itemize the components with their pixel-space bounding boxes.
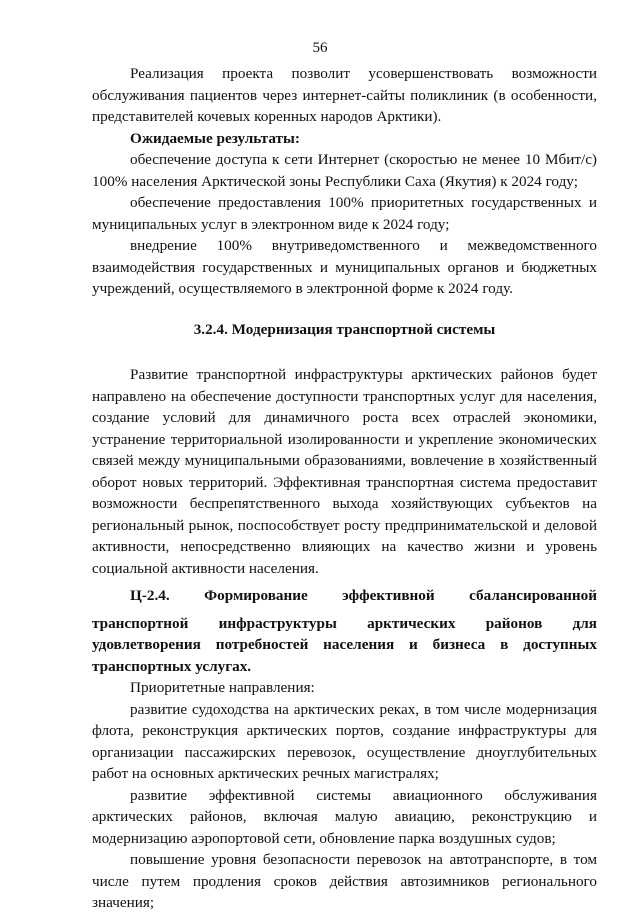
goal-line-3: удовлетворения потребностей населения и бизнеса в доступных	[92, 636, 597, 653]
goal-line-2: транспортной инфраструктуры арктических районов для	[92, 614, 597, 632]
section-heading: 3.2.4. Модернизация транспортной системы	[193, 320, 496, 338]
paragraph-project-impact: Реализация проекта позволит усовершенствовать возможности обслуживания пациентов через интернет-сайты поликлиник (в особенности, представителей кочевых коренных народов Арктики).	[92, 65, 597, 125]
goal-line-1: Ц-2.4. Формирование эффективной сбалансированной	[130, 587, 597, 604]
paragraph-transport-development: Развитие транспортной инфраструктуры арктических районов будет направлено на обеспечение доступности транспортных услуг для населения, создание условий для динамичного роста всех отраслей экономики, устранение территориальной изолированности и укрепление экономических связей между муниципальными образованиями, вовлечение в хозяйственный оборот новых территорий. Эффективная транспортная система предоставит возможности беспрепятственного выхода хозяйствующих субъектов на региональный рынок, поспособствует росту предпринимательской и деловой активности, непосредственно влияющих на качество жизни и уровень социальной активности населения.	[92, 366, 597, 577]
priorities-label: Приоритетные направления:	[130, 679, 315, 696]
direction-item-river: развитие судоходства на арктических реках, в том числе модернизация флота, реконструкция арктических портов, создание инфраструктуры для организации пассажирских перевозок, осуществление дноуглубительных работ на основных арктических речных магистралях;	[92, 700, 597, 782]
goal-line-4: транспортных услугах.	[92, 657, 252, 675]
direction-item-aviation: развитие эффективной системы авиационного обслуживания арктических районов, включая малую авиацию, реконструкцию и модернизацию аэропортовой сети, обновление парка воздушных судов;	[92, 786, 597, 847]
page-content	[92, 63, 597, 914]
expected-results-label: Ожидаемые результаты:	[130, 129, 300, 147]
result-item-e-services: обеспечение предоставления 100% приоритетных государственных и муниципальных услуг в электронном виде к 2024 году;	[92, 194, 597, 233]
result-item-internet: обеспечение доступа к сети Интернет (скоростью не менее 10 Мбит/с) 100% населения Арктической зоны Республики Саха (Якутия) к 2024 году;	[92, 151, 597, 190]
page-number: 56	[312, 40, 328, 56]
direction-item-road-safety: повышение уровня безопасности перевозок на автотранспорте, в том числе путем продления сроков действия автозимников регионального значения;	[92, 851, 597, 911]
result-item-interaction: внедрение 100% внутриведомственного и межведомственного взаимодействия государственных и муниципальных органов и бюджетных учреждений, осуществляемого в электронной форме к 2024 году.	[92, 237, 597, 297]
